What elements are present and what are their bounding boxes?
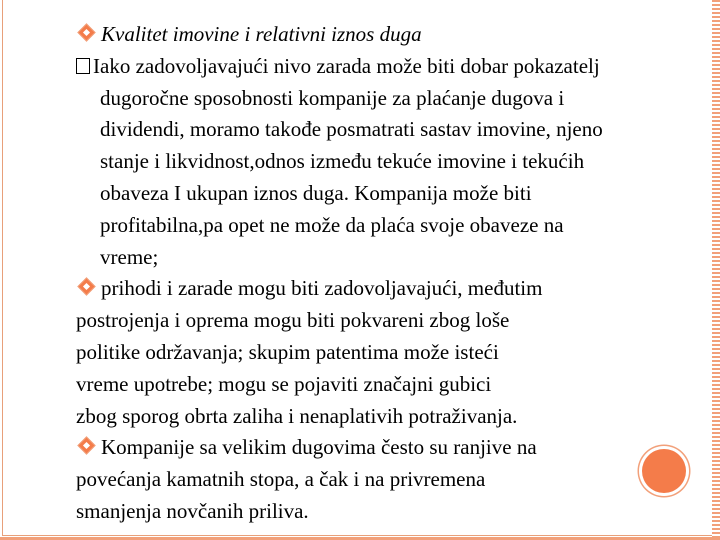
- diamond-bullet-icon: [77, 437, 95, 455]
- para2-line: postrojenja i oprema mogu biti pokvareni zbog loše: [76, 308, 510, 333]
- para1-line: vreme;: [100, 244, 159, 269]
- para3-line: povećanja kamatnih stopa, a čak i na privremena: [76, 467, 486, 492]
- para3-line: [76, 432, 696, 464]
- para2-line: vreme upotrebe; mogu se pojaviti značajni gubici: [76, 371, 492, 396]
- para1-line: dugoročne sposobnosti kompanije za plaćanje dugova i: [100, 85, 565, 110]
- missing-glyph-box-icon: [76, 58, 90, 74]
- slide-body: [76, 19, 696, 528]
- para1-line: profitabilna,pa opet ne može da plaća svoje obaveze na: [100, 212, 564, 237]
- para2-text: prihodi i zarade mogu biti zadovoljavajući, međutim: [101, 276, 543, 301]
- para3-text: Kompanije sa velikim dugovima često su ranjive na: [101, 435, 537, 460]
- heading-line: [76, 19, 696, 51]
- para1-line: dividendi, moramo takođe posmatrati sastav imovine, njeno: [100, 117, 603, 142]
- para2-line: [76, 273, 696, 305]
- para1-line: stanje i likvidnost,odnos između tekuće imovine i tekućih: [100, 149, 585, 174]
- slide-heading: Kvalitet imovine i relativni iznos duga: [101, 22, 422, 46]
- right-decor-stripe: [712, 0, 720, 540]
- para2-line: politike održavanja; skupim patentima može isteći: [76, 339, 499, 364]
- para2-line: zbog sporog obrta zaliha i nenaplativih potraživanja.: [76, 403, 518, 428]
- para3-line: smanjenja novčanih priliva.: [76, 498, 309, 523]
- diamond-bullet-icon: [77, 278, 95, 296]
- para1-text: Iako zadovoljavajući nivo zarada može biti dobar pokazatelj: [93, 53, 600, 78]
- para1-line: obaveza I ukupan iznos duga. Kompanija može biti: [100, 180, 532, 205]
- para1-line: [76, 51, 696, 83]
- diamond-bullet-icon: [77, 23, 95, 41]
